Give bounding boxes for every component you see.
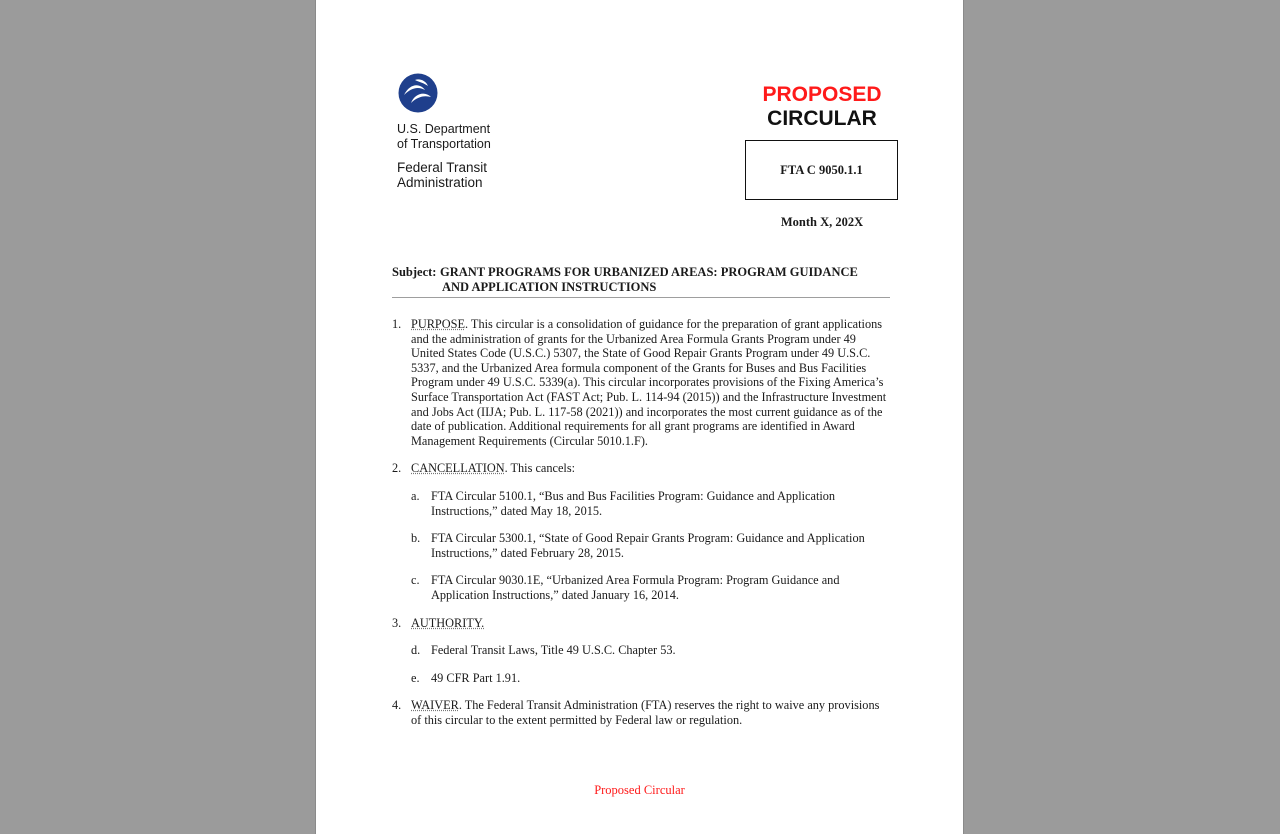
circular-date: Month X, 202X [780,215,864,229]
section-waiver [392,698,892,727]
section-number: 4. [392,698,402,713]
section-cancellation [392,461,892,476]
section-number: 3. [392,615,402,630]
item-letter: d. [411,643,421,658]
proposed-circular-heading [741,83,903,131]
admin-line-1: Federal Transit [397,160,488,175]
agency-line-2: of Transportation [397,137,491,151]
agency-name [397,122,491,190]
circular-label: CIRCULAR [767,107,877,130]
item-text: FTA Circular 5300.1, “State of Good Repair Grants Program: Guidance and Application Instructions,” dated February 28, 2015. [431,531,865,560]
section-heading: CANCELLATION [411,461,505,476]
subject-label: Subject: [392,265,437,279]
item-text: FTA Circular 5100.1, “Bus and Bus Facilities Program: Guidance and Application Instructions,” dated May 18, 2015. [431,488,836,518]
section-heading: AUTHORITY. [411,615,485,630]
list-item [392,671,892,686]
item-letter: b. [411,531,421,546]
section-heading: WAIVER [411,698,459,713]
document-page [315,0,964,834]
section-text: . The Federal Transit Administration (FTA) reserves the right to waive any provisions of this circular to the extent permitted by Federal law or regulation. [411,698,880,727]
list-item [392,489,892,518]
item-text: 49 CFR Part 1.91. [431,670,521,685]
section-number: 2. [392,461,402,476]
subject-block [392,265,890,298]
section-heading: PURPOSE [411,317,465,331]
section-text: . This circular is a consolidation of guidance for the preparation of grant applications and the administration of grants for the Urbanized Area Formula Grants Program under 49 United States Code (U.S.C.) 5307, the State of Good Repair Grants Program under 49 U.S.C. 5337, and the Urbanized Area formula component of the Grants for Buses and Bus Facilities Program under 49 U.S.C. 5339(a). This circular incorporates provisions of the Fixing America’s Surface Transportation Act (FAST Act; Pub. L. 114-94 (2015)) and the Infrastructure Investment and Jobs Act (IIJA; Pub. L. 117-58 (2021)) and incorporates the most current guidance as of the date of publication. Additional requirements for all grant programs are identified in Award Management Requirements (Circular 5010.1.F). [411,317,887,448]
item-letter: c. [411,573,420,588]
list-item [392,573,892,602]
dot-logo-icon [398,73,438,113]
item-text: Federal Transit Laws, Title 49 U.S.C. Chapter 53. [431,643,676,658]
list-item [392,531,892,560]
agency-line-1: U.S. Department [397,122,491,136]
section-number: 1. [392,317,402,331]
circular-number-box: FTA C 9050.1.1 [745,140,898,200]
document-body [392,317,892,740]
section-authority [392,616,892,631]
subject-line-1: GRANT PROGRAMS FOR URBANIZED AREAS: PROGRAM GUIDANCE [440,265,858,279]
item-letter: a. [411,488,420,503]
page-footer: Proposed Circular [594,783,685,797]
proposed-label: PROPOSED [762,83,882,106]
section-purpose [392,317,892,448]
item-text: FTA Circular 9030.1E, “Urbanized Area Formula Program: Program Guidance and Application Instructions,” dated January 16, 2014. [431,573,840,602]
subject-line-2: AND APPLICATION INSTRUCTIONS [442,279,657,294]
item-letter: e. [411,670,420,685]
section-text: . This cancels: [504,461,576,476]
admin-line-2: Administration [397,175,483,190]
list-item [392,643,892,658]
